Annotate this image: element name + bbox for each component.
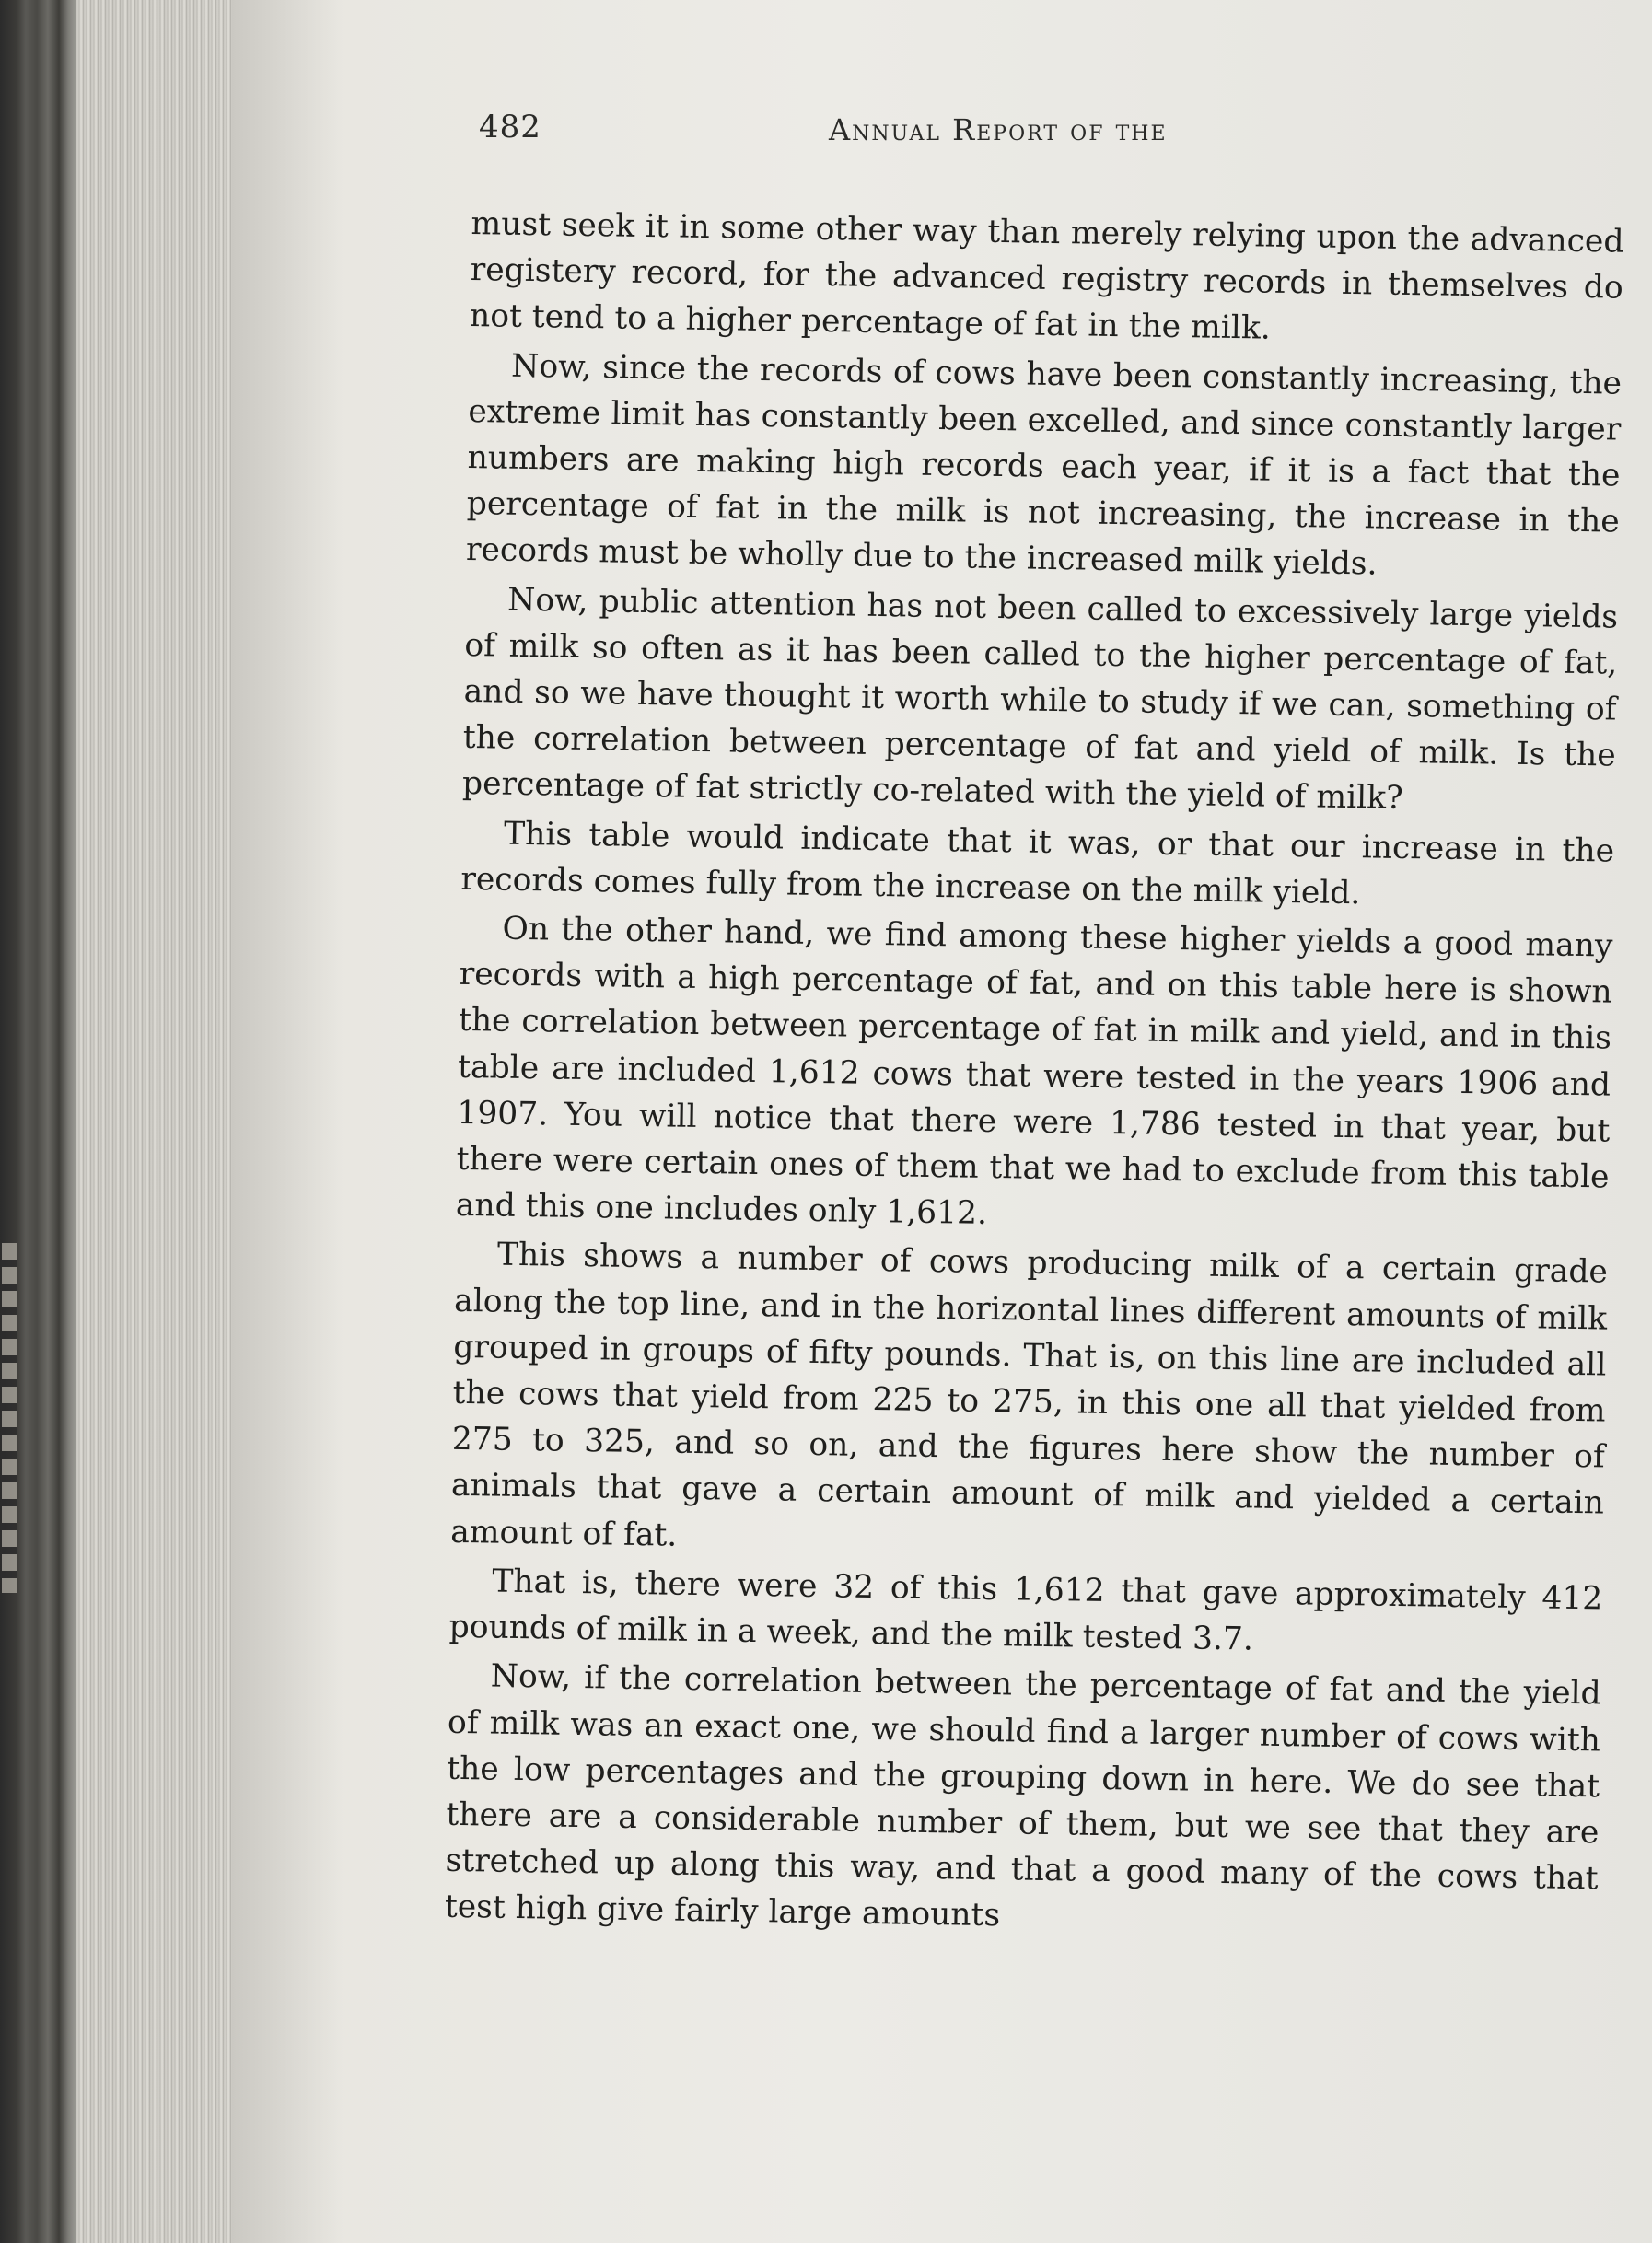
page-edges: [76, 0, 232, 2243]
paragraph: This shows a number of cows producing milk of a certain grade along the top line, and in the horizontal lines different amounts of milk grouped in groups of fifty pounds. That is, on this line are included all the cows that yield from 225 to 275, in this one all that yielded from 275 to 325, and so on, and the figures here show the number of animals that gave a certain amount of milk and yielded a certain amount of fat.: [449, 1237, 1609, 1554]
paragraph: Now, since the records of cows have been constantly increasing, the extreme limit has constantly been excelled, and since constantly larger numbers are making high records each year, if it is a fact that the percentage of fat in the milk is not increasing, the increase in the records must be wholly due to the increased milk yields.: [465, 347, 1623, 583]
paragraph: On the other hand, we find among these higher yields a good many records with a high percentage of fat, and on this table here is shown the correlation between percentage of fat in milk and yield, and in this table are included 1,612 cows that were tested in the years 1906 and 1907. You will notice that there were 1,786 tested in that year, but there were certain ones of them that we had to exclude from this table and this one includes only 1,612.: [455, 910, 1613, 1233]
paragraph: This table would indicate that it was, or that our increase in the records comes fully from the increase on the milk yield.: [460, 815, 1615, 912]
spine-library-stamp: [2, 1243, 17, 1593]
page-header: [479, 109, 1289, 164]
paragraph: must seek it in some other way than merely relying upon the advanced registery record, for the advanced registry records in themselves do not tend to a higher percentage of fat in the milk.: [469, 204, 1624, 348]
book-spine: [0, 0, 76, 2243]
paragraph: That is, there were 32 of this 1,612 that gave approximately 412 pounds of milk in a week, and the milk tested 3.7.: [448, 1563, 1603, 1658]
page-edge-shadow: [232, 0, 343, 2243]
page-number: 482: [479, 109, 541, 145]
running-head: Annual Report of the: [829, 112, 1168, 147]
paragraph: Now, public attention has not been called to excessively large yields of milk so often as it has been called to the higher percentage of fat, and so we have thought it worth while to study if we can, something of the correlation between percentage of fat and yield of milk. Is the percentage of fat strictly co-related with the yield of milk?: [461, 581, 1619, 818]
body-text: [444, 201, 1623, 1951]
paragraph: Now, if the correlation between the percentage of fat and the yield of milk was an exact one, we should find a larger number of cows with the low percentages and the grouping down in here. We do see that there are a considerable number of them, but we see that they are stretched up along this way, and that a good many of the cows that test high give fairly large amounts: [444, 1657, 1601, 1935]
